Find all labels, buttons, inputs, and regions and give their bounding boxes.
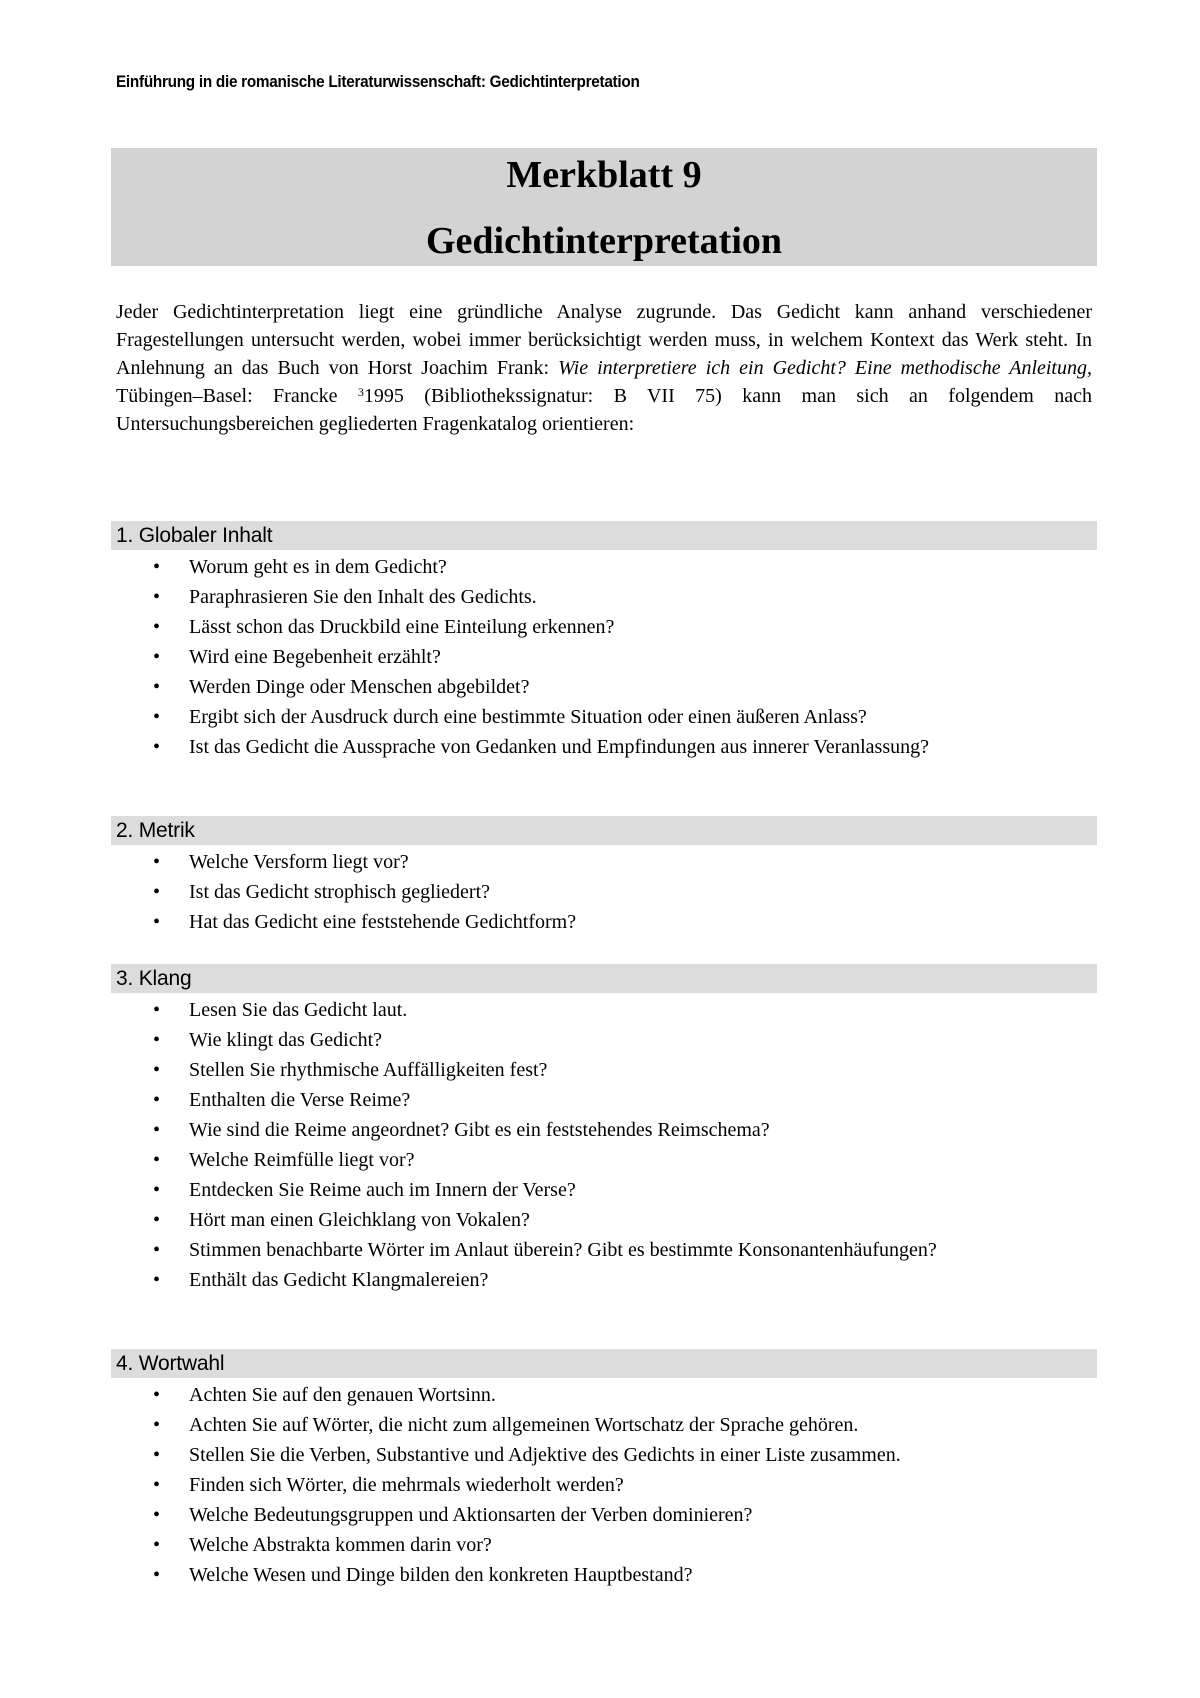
list-item-text: Enthält das Gedicht Klangmalereien? (189, 1269, 489, 1291)
bullet-icon: • (153, 1534, 161, 1556)
bullet-icon: • (153, 911, 161, 933)
list-item (111, 1380, 1097, 1410)
bullet-icon: • (153, 1059, 161, 1081)
list-item-text: Ergibt sich der Ausdruck durch eine bestimmte Situation oder einen äußeren Anlass? (189, 706, 867, 728)
list-item (111, 1055, 1097, 1085)
list-item-text: Ist das Gedicht strophisch gegliedert? (189, 881, 491, 903)
list-item-text: Stellen Sie rhythmische Auffälligkeiten fest? (189, 1059, 548, 1081)
bullet-icon: • (153, 1269, 161, 1291)
list-item-text: Welche Abstrakta kommen darin vor? (189, 1534, 492, 1556)
book-title: Wie interpretiere ich ein Gedicht? Eine methodische Anleitung (558, 357, 1087, 379)
list-item (111, 552, 1097, 582)
list-item (111, 1145, 1097, 1175)
section-heading: 3. Klang (111, 964, 1097, 993)
list-item (111, 732, 1097, 762)
bullet-icon: • (153, 1444, 161, 1466)
section-globaler-inhalt (111, 521, 1097, 762)
list-item-text: Achten Sie auf Wörter, die nicht zum allgemeinen Wortschatz der Sprache gehören. (189, 1414, 859, 1436)
list-item (111, 1530, 1097, 1560)
list-item-text: Finden sich Wörter, die mehrmals wiederholt werden? (189, 1474, 624, 1496)
list-item-text: Wie klingt das Gedicht? (189, 1029, 383, 1051)
list-item-text: Werden Dinge oder Menschen abgebildet? (189, 676, 530, 698)
bullet-icon: • (153, 1119, 161, 1141)
bullet-icon: • (153, 1384, 161, 1406)
bullet-icon: • (153, 1239, 161, 1261)
list-item (111, 1175, 1097, 1205)
list-item-text: Lesen Sie das Gedicht laut. (189, 999, 408, 1021)
bullet-icon: • (153, 1149, 161, 1171)
list-item (111, 1410, 1097, 1440)
list-item (111, 1440, 1097, 1470)
list-item (111, 1085, 1097, 1115)
bullet-icon: • (153, 1474, 161, 1496)
list-item (111, 1235, 1097, 1265)
bullet-icon: • (153, 1564, 161, 1586)
intro-text: Jeder Gedichtinterpretation liegt eine gründliche Analyse zugrunde. Das Gedicht kann anhand verschiedener Fragestellungen untersucht werden, wobei immer berücksichtigt werden muss, in welchem Kontext das Werk steht. In Anlehnung an das Buch von Horst Joachim Frank: (116, 301, 1092, 379)
list-item (111, 847, 1097, 877)
intro-text-end: 1995 (Bibliothekssignatur: B VII 75) kann man sich an folgendem nach Untersuchungsbereichen gegliederten Fragenkatalog orientieren: (116, 385, 1092, 435)
section-heading: 1. Globaler Inhalt (111, 521, 1097, 550)
list-item-text: Welche Bedeutungsgruppen und Aktionsarten der Verben dominieren? (189, 1504, 753, 1526)
list-item (111, 612, 1097, 642)
list-item-text: Lässt schon das Druckbild eine Einteilung erkennen? (189, 616, 615, 638)
edition-number: 3 (357, 385, 364, 399)
list-item-text: Enthalten die Verse Reime? (189, 1089, 411, 1111)
list-item-text: Wird eine Begebenheit erzählt? (189, 646, 441, 668)
bullet-icon: • (153, 1179, 161, 1201)
list-item (111, 1500, 1097, 1530)
question-list (111, 1380, 1097, 1590)
intro-paragraph (116, 298, 1092, 438)
question-list (111, 995, 1097, 1295)
list-item (111, 672, 1097, 702)
list-item (111, 907, 1097, 937)
list-item (111, 995, 1097, 1025)
bullet-icon: • (153, 1504, 161, 1526)
list-item-text: Achten Sie auf den genauen Wortsinn. (189, 1384, 496, 1406)
list-item-text: Worum geht es in dem Gedicht? (189, 556, 447, 578)
list-item-text: Hat das Gedicht eine feststehende Gedichtform? (189, 911, 577, 933)
list-item (111, 702, 1097, 732)
list-item (111, 1470, 1097, 1500)
bullet-icon: • (153, 999, 161, 1021)
list-item (111, 1025, 1097, 1055)
list-item (111, 1265, 1097, 1295)
title-box (111, 148, 1097, 266)
list-item (111, 1115, 1097, 1145)
bullet-icon: • (153, 706, 161, 728)
page-subtitle: Gedichtinterpretation (425, 220, 783, 262)
list-item-text: Stellen Sie die Verben, Substantive und Adjektive des Gedichts in einer Liste zusammen. (189, 1444, 901, 1466)
list-item (111, 642, 1097, 672)
question-list (111, 552, 1097, 762)
section-heading: 2. Metrik (111, 816, 1097, 845)
list-item-text: Welche Versform liegt vor? (189, 851, 409, 873)
list-item-text: Welche Reimfülle liegt vor? (189, 1149, 415, 1171)
bullet-icon: • (153, 586, 161, 608)
list-item-text: Stimmen benachbarte Wörter im Anlaut überein? Gibt es bestimmte Konsonantenhäufungen? (189, 1239, 937, 1261)
section-wortwahl (111, 1349, 1097, 1590)
list-item (111, 877, 1097, 907)
bullet-icon: • (153, 851, 161, 873)
list-item-text: Welche Wesen und Dinge bilden den konkreten Hauptbestand? (189, 1564, 693, 1586)
running-header: Einführung in die romanische Literaturwissenschaft: Gedichtinterpretation (116, 72, 640, 91)
page-title: Merkblatt 9 (506, 154, 702, 196)
question-list (111, 847, 1097, 937)
bullet-icon: • (153, 616, 161, 638)
bullet-icon: • (153, 881, 161, 903)
list-item-text: Hört man einen Gleichklang von Vokalen? (189, 1209, 530, 1231)
list-item-text: Paraphrasieren Sie den Inhalt des Gedichts. (189, 586, 537, 608)
bullet-icon: • (153, 1089, 161, 1111)
bullet-icon: • (153, 676, 161, 698)
bullet-icon: • (153, 646, 161, 668)
list-item (111, 582, 1097, 612)
list-item-text: Ist das Gedicht die Aussprache von Gedanken und Empfindungen aus innerer Veranlassung? (189, 736, 929, 758)
list-item (111, 1560, 1097, 1590)
publisher-text: , Tübingen–Basel: Francke (116, 357, 1092, 407)
list-item (111, 1205, 1097, 1235)
bullet-icon: • (153, 1029, 161, 1051)
section-heading: 4. Wortwahl (111, 1349, 1097, 1378)
bullet-icon: • (153, 556, 161, 578)
list-item-text: Entdecken Sie Reime auch im Innern der Verse? (189, 1179, 576, 1201)
bullet-icon: • (153, 1209, 161, 1231)
list-item-text: Wie sind die Reime angeordnet? Gibt es ein feststehendes Reimschema? (189, 1119, 770, 1141)
bullet-icon: • (153, 736, 161, 758)
section-metrik (111, 816, 1097, 937)
bullet-icon: • (153, 1414, 161, 1436)
section-klang (111, 964, 1097, 1295)
